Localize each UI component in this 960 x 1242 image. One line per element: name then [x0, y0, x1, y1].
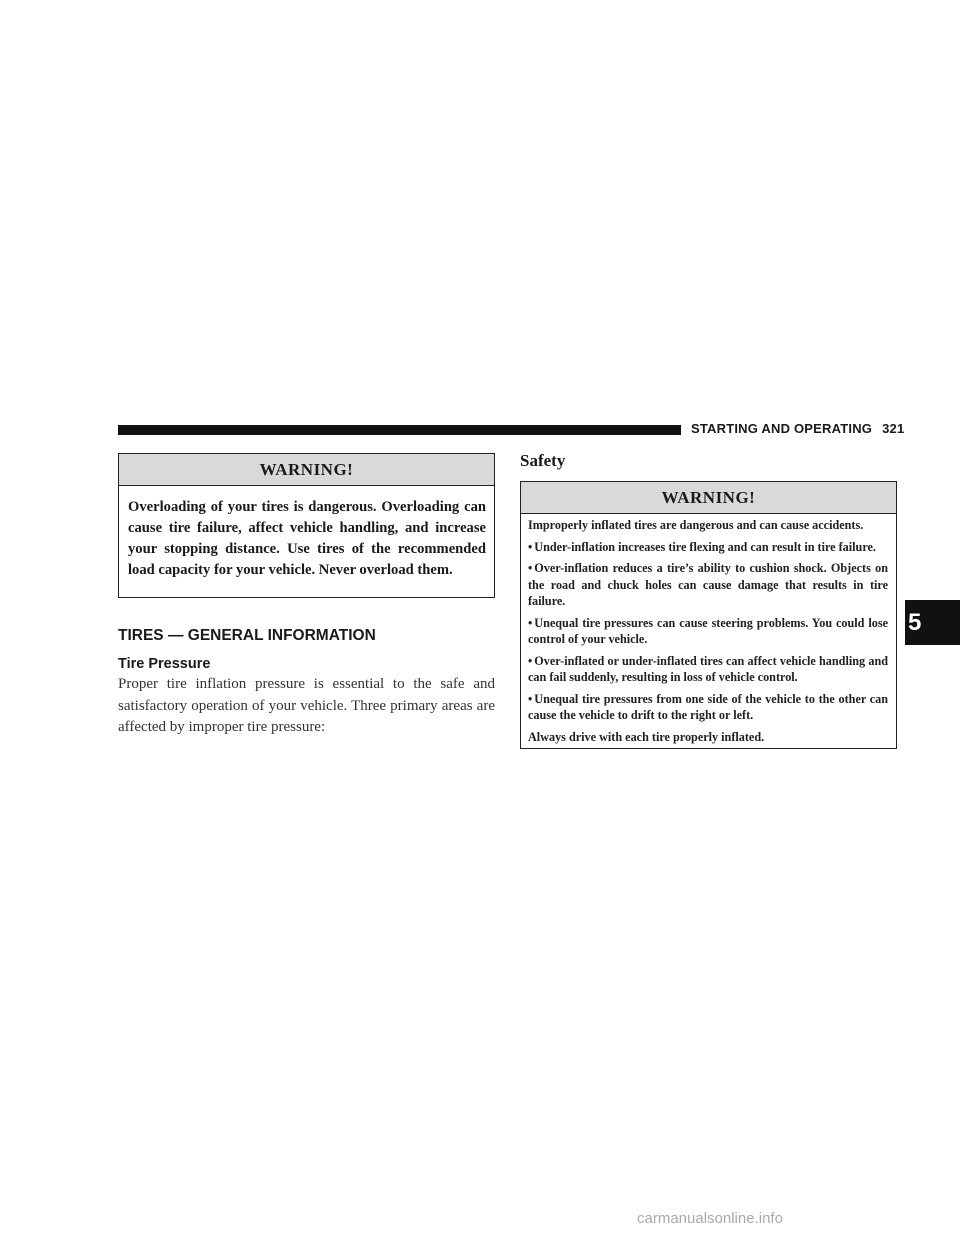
chapter-tab: 5	[905, 600, 960, 645]
warning-outro: Always drive with each tire properly inflated.	[528, 729, 765, 744]
bullet-symbol: •	[528, 539, 533, 554]
bullet-symbol: •	[528, 561, 533, 575]
bullet-symbol: •	[528, 653, 533, 668]
bullet-text: Under-inflation increases tire flexing and can result in tire failure.	[534, 539, 876, 554]
bullet-text: Unequal tire pressures from one side of the vehicle to the other can cause the vehicle to drift to the right or left.	[528, 691, 888, 722]
bullet-symbol: •	[528, 615, 533, 630]
warning-bullet-item	[528, 615, 888, 648]
bullet-text: Over-inflation reduces a tire’s ability to cushion shock. Objects on the road and chuck holes can cause damage that results in tire failure.	[528, 561, 888, 608]
section-label: STARTING AND OPERATING	[691, 421, 873, 436]
page-number: 321	[882, 421, 905, 436]
warning-bullet-item	[528, 539, 888, 556]
warning-text: Overloading of your tires is dangerous. Overloading can cause tire failure, affect vehicle handling, and increase your stopping distance. Use tires of the recommended load capacity for your vehicle. Never overload them.	[128, 499, 486, 578]
safety-heading: Safety	[520, 451, 566, 470]
section-title: TIRES — GENERAL INFORMATION	[118, 627, 376, 644]
warning-intro: Improperly inflated tires are dangerous and can cause accidents.	[528, 518, 864, 532]
bullet-text: Over-inflated or under-inflated tires can affect vehicle handling and can fail suddenly, resulting in loss of vehicle control.	[528, 653, 888, 684]
header-rule	[118, 425, 681, 435]
warning-title: WARNING!	[521, 482, 896, 514]
bullet-symbol: •	[528, 691, 533, 706]
warning-bullet-item	[528, 691, 888, 724]
warning-body	[521, 514, 896, 745]
subsection-title: Tire Pressure	[118, 656, 211, 672]
running-header	[691, 421, 904, 436]
safety-warning-box	[520, 481, 897, 749]
overload-warning-box	[118, 453, 495, 598]
bullet-text: Unequal tire pressures can cause steering problems. You could lose control of your vehicle.	[528, 615, 888, 646]
warning-bullet-item	[528, 653, 888, 686]
body-paragraph: Proper tire inflation pressure is essential to the safe and satisfactory operation of your vehicle. Three primary areas are affected by improper tire pressure:	[118, 676, 495, 735]
watermark: carmanualsonline.info	[637, 1210, 783, 1227]
warning-bullet-item	[528, 560, 888, 610]
warning-title: WARNING!	[119, 454, 494, 486]
